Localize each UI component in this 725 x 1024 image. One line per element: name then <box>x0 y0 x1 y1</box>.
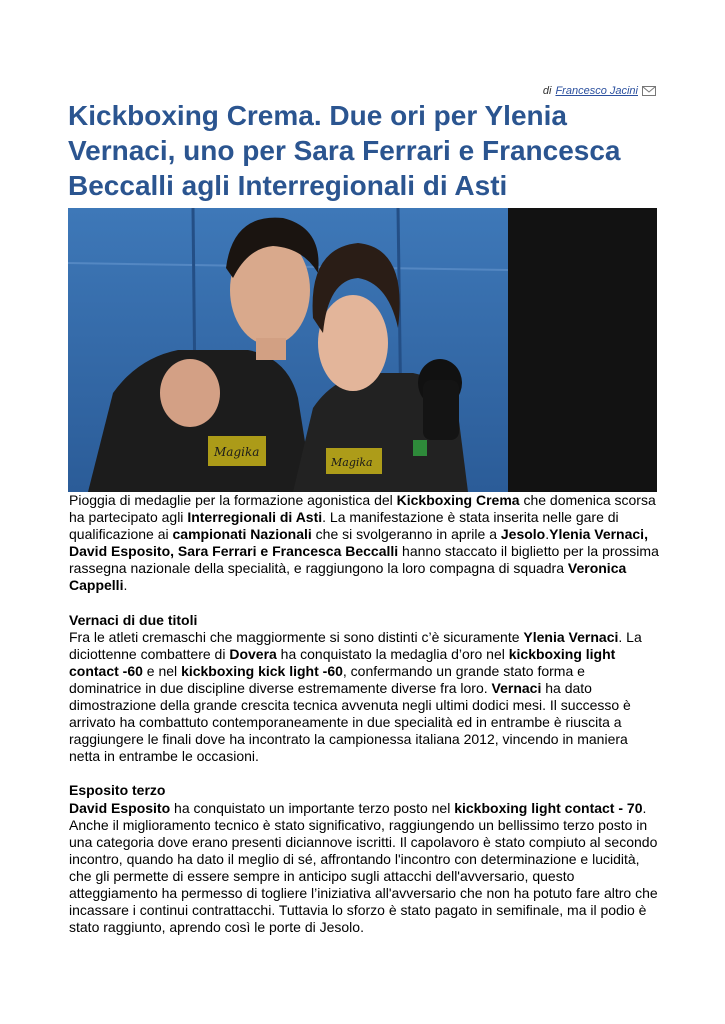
shirt-text-1: Magika <box>214 445 260 459</box>
section-body-esposito <box>69 800 659 937</box>
bold-text: campionati Nazionali <box>172 526 312 543</box>
bold-text: Jesolo <box>500 526 546 543</box>
text-run: Pioggia di medaglie per la formazione agonistica del <box>69 492 397 508</box>
text-run: ha conquistato un importante terzo posto nel <box>170 799 455 816</box>
bold-text: Ylenia Vernaci, David Esposito, Sara Ferrari e Francesca Beccalli <box>69 526 648 560</box>
text-run: , confermando un grande stato forma e dominatrice in due discipline diverse estremamente diverse fra loro. <box>69 662 585 696</box>
bold-text: Vernaci <box>491 679 542 696</box>
bold-text: Ylenia Vernaci <box>523 628 619 645</box>
text-run: ha dato dimostrazione della grande crescita tecnica avvenuta negli ultimi dodici mesi. Il successo è arrivato ha combattuto contemporaneamente in due specialità ed in entrambe è riuscita a raggiungere le finali dove ha incontrato la campionessa italiana 2012, vincendo in maniera netta in entrambe le occasioni. <box>69 679 631 765</box>
bold-text: kickboxing light contact - 70 <box>454 799 643 816</box>
article-body <box>69 492 659 936</box>
article-title: Kickboxing Crema. Due ori per Ylenia Vernaci, uno per Sara Ferrari e Francesca Beccalli agli Interregionali di Asti <box>68 100 621 201</box>
byline <box>543 85 656 97</box>
author-link[interactable]: Francesco Jacini <box>555 85 638 97</box>
bold-text: Interregionali di Asti <box>187 509 323 526</box>
text-run: ha conquistato la medaglia d’oro nel <box>276 645 509 662</box>
text-run: . <box>545 526 550 543</box>
bold-text: David Esposito <box>69 799 171 816</box>
section-heading-esposito: Esposito terzo <box>69 782 166 799</box>
bold-text: kickboxing kick light -60 <box>181 662 343 679</box>
text-run: . Anche il miglioramento tecnico è stato significativo, raggiungendo un bellissimo terzo posto in una categoria dove erano presenti diciannove iscritti. Il capolavoro è stato compiuto al secondo incontro, quando ha dato il meglio di sé, affrontando l'incontro con determinazione e lucidità, che gli permette di essere sempre in anticipo sugli attacchi dell'avversario, questo atteggiamento ha permesso di togliere l’iniziativa all'avversario che non ha potuto fare altro che incassare i continui contrattacchi. Tuttavia lo sforzo è stato pagato in semifinale, ma il podio è stato raggiunto, aprendo così le porte di Jesolo. <box>69 799 658 936</box>
article-photo <box>68 208 657 492</box>
bold-text: Kickboxing Crema <box>396 492 520 508</box>
bold-text: kickboxing light contact -60 <box>69 645 616 679</box>
text-run: . <box>123 577 128 594</box>
text-run: che domenica scorsa ha partecipato agli <box>69 492 656 526</box>
shirt-text-2: Magika <box>331 456 373 469</box>
bold-text: Veronica Cappelli <box>69 560 627 594</box>
intro-paragraph <box>69 492 659 595</box>
mail-icon[interactable] <box>642 86 656 96</box>
bold-text: Dovera <box>229 645 277 662</box>
byline-prefix: di <box>542 85 552 97</box>
text-run: Fra le atleti cremaschi che maggiormente si sono distinti c’è sicuramente <box>69 628 524 645</box>
text-run: che si svolgeranno in aprile a <box>311 526 501 543</box>
text-run: . La diciottenne combattere di <box>69 628 642 662</box>
section-body-vernaci <box>69 629 659 766</box>
section-heading-vernaci: Vernaci di due titoli <box>69 611 198 628</box>
text-run: . La manifestazione è stata inserita nelle gare di qualificazione ai <box>69 509 619 543</box>
text-run: e nel <box>142 662 182 679</box>
text-run: hanno staccato il biglietto per la prossima rassegna nazionale della specialità, e raggiungono la loro compagna di squadra <box>69 543 659 577</box>
